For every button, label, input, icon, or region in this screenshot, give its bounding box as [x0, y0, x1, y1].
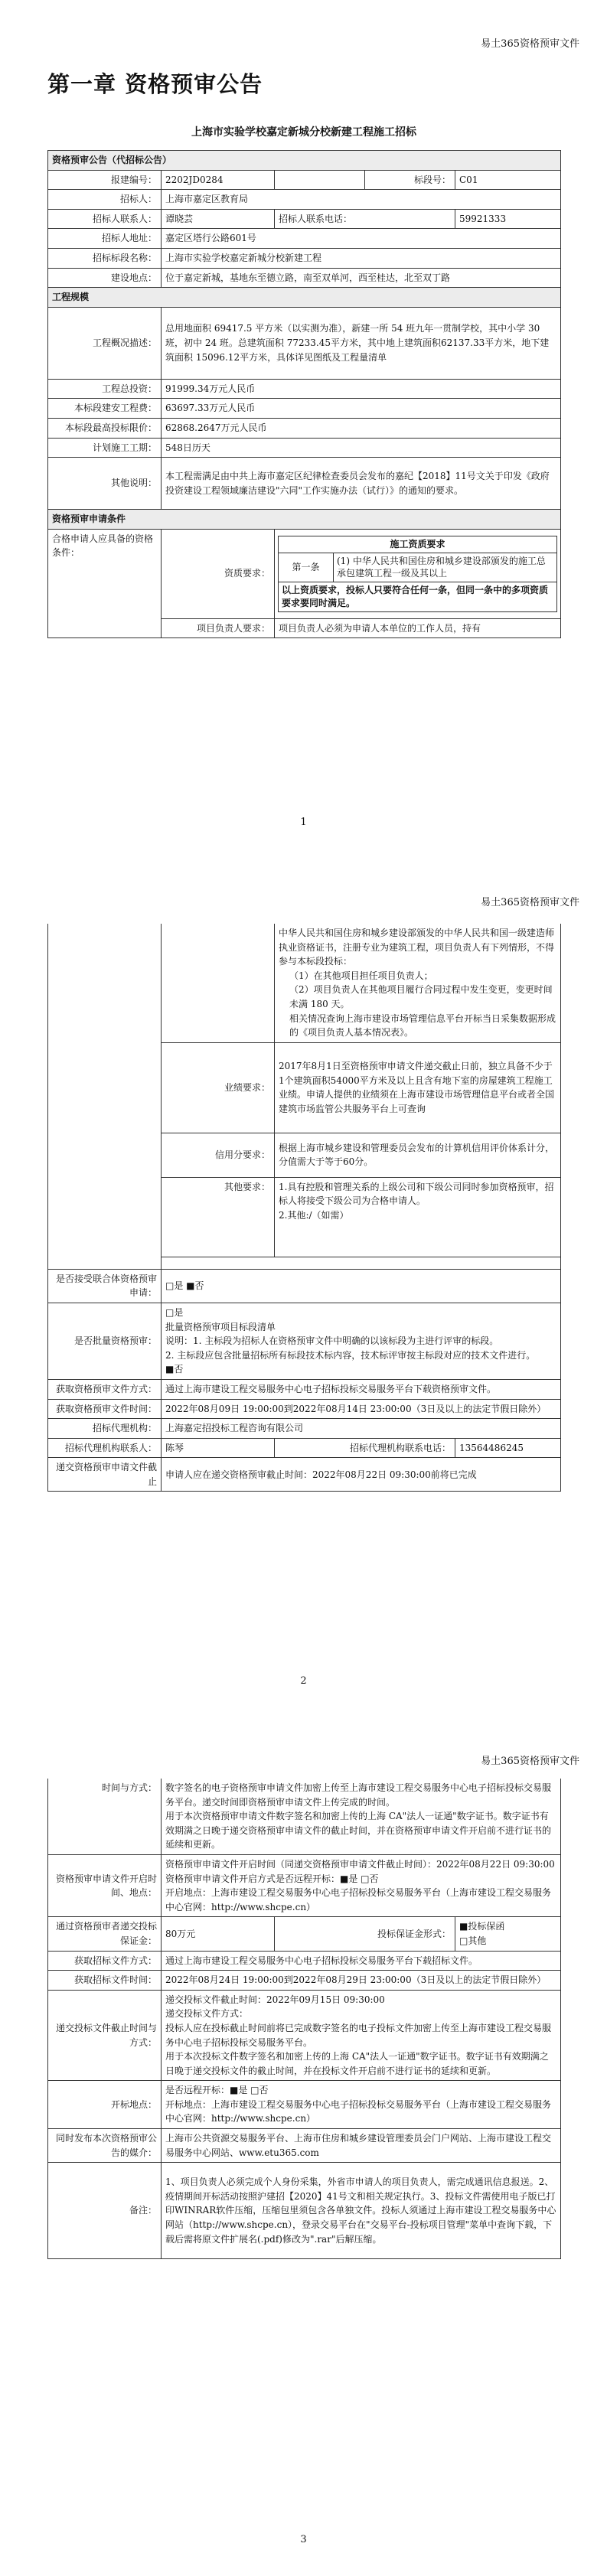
- value-bid-bond-form-guarantee: ■投标保函: [459, 1921, 505, 1932]
- value-bid-opening-remote: 是否远程开标：■是 □否: [165, 2085, 269, 2096]
- value-performance: 2017年8月1日至资格预审申请文件递交截止日前，独立具备不少于1个建筑面积54000平方米及以上且含有地下室的房屋建筑工程施工业绩。申请人提供的业绩须在上海市建设市场管理信息平台或者全国建筑市场监管公共服务平台上可查询: [275, 1042, 561, 1133]
- label-tender-doc-time: 获取招标文件时间：: [48, 1971, 162, 1991]
- value-lot: C01: [455, 170, 561, 190]
- value-agency-contact: 陈琴: [162, 1438, 275, 1458]
- label-total-investment: 工程总投资：: [48, 379, 162, 399]
- label-bid-bond-form: 投标保证金形式：: [275, 1917, 455, 1951]
- qualification-article-text: (1) 中华人民共和国住房和城乡建设部颁发的施工总承包建筑工程一级及其以上: [334, 553, 557, 582]
- page-number-3: 3: [300, 2534, 307, 2545]
- batch-list-title: 批量资格预审项目标段清单: [165, 1321, 276, 1332]
- label-batch-prequal: 是否批量资格预审：: [48, 1303, 162, 1379]
- value-bid-deadline-method-title: 递交投标文件方式：: [165, 2008, 249, 2020]
- value-contact: 谭晓芸: [162, 209, 275, 229]
- value-bid-deadline-ca-note: 用于本次投标文件数字签名和加密上传的上海 CA"法人一证通"数字证书。数字证书有效期满之日晚于递交投标文件的截止时间，并在投标文件开启前不进行证书的延续和更新。: [165, 2051, 549, 2076]
- label-prequal-doc-time: 获取资格预审文件时间：: [48, 1399, 162, 1419]
- label-bid-opening-place: 开标地点：: [48, 2081, 162, 2129]
- value-consortium: □是 ■否: [162, 1269, 561, 1303]
- value-section-name: 上海市实验学校嘉定新城分校新建工程: [162, 248, 561, 268]
- label-contact: 招标人联系人：: [48, 209, 162, 229]
- page-3: [0, 1717, 607, 2576]
- section-header-announcement: 资格预审公告（代招标公告）: [48, 151, 561, 171]
- label-lot: 标段号：: [365, 170, 455, 190]
- running-header: 易土365资格预审文件: [481, 1756, 579, 1767]
- running-header: 易土365资格预审文件: [481, 897, 579, 908]
- label-prequal-doc-method: 获取资格预审文件方式：: [48, 1379, 162, 1399]
- schedule-table: [47, 1779, 561, 2259]
- qualification-subtable: [278, 536, 557, 612]
- label-section-name: 招标标段名称：: [48, 248, 162, 268]
- document-title: 上海市实验学校嘉定新城分校新建工程施工招标: [191, 126, 416, 139]
- label-period: 计划施工工期：: [48, 438, 162, 458]
- announcement-table: [47, 150, 561, 638]
- label-address: 招标人地址：: [48, 229, 162, 249]
- value-agency-phone: 13564486245: [455, 1438, 561, 1458]
- batch-option-no: ■否: [165, 1364, 184, 1375]
- value-submission-ca-note: 用于本次资格预审申请文件数字签名和加密上传的上海 CA"法人一证通"数字证书。数字证书有效期满之日晚于递交资格预审申请文件的截止时间，并在资格预审申请文件开启前不进行证书的延续和更新。: [165, 1811, 552, 1850]
- batch-option-yes: □是: [165, 1306, 184, 1318]
- value-ceiling-price: 62868.2647万元人民币: [162, 418, 561, 438]
- value-tender-doc-time: 2022年08月24日 19:00:00到2022年08月29日 23:00:00（3日及以上的法定节假日除外）: [162, 1971, 561, 1991]
- value-tenderer: 上海市嘉定区教育局: [162, 190, 561, 210]
- value-bid-investment: 63697.33万元人民币: [162, 399, 561, 419]
- value-remarks: 1、项目负责人必须完成个人身份采集，外省市申请人的项目负责人，需完成通讯信息报送。2、疫情期间开标活动按照沪建招【2020】41号文和相关规定执行。3、投标文件需使用电子版已打印WINRAR软件压缩，压缩包里须包含各单独文件。投标人须通过上海市建设工程交易服务中心网站（http://www.shcpe.cn），登录交易平台在"交易平台-投标项目管理"菜单中查询下载，下载后需将原文件扩展名(.pdf)修改为".rar"后解压缩。: [162, 2163, 561, 2259]
- value-project-manager-lead: 项目负责人必须为申请人本单位的工作人员，持有: [275, 618, 561, 638]
- label-site: 建设地点：: [48, 268, 162, 288]
- value-project-manager-query: 相关情况查询上海市建设市场管理信息平台开标当日采集数据形成的《项目负责人基本情况表》。: [289, 1012, 556, 1039]
- value-prequal-opening-remote: 资格预审申请文件开启方式是否远程开标：■是 □否: [165, 1873, 379, 1884]
- value-agency: 上海嘉定招投标工程咨询有限公司: [162, 1419, 561, 1439]
- value-reg-no: 2202JD0284: [162, 170, 275, 190]
- page-number-1: 1: [300, 817, 307, 828]
- label-tender-doc-method: 获取招标文件方式：: [48, 1951, 162, 1971]
- label-remarks: 备注：: [48, 2163, 162, 2259]
- qualification-article-no: 第一条: [279, 553, 334, 582]
- label-qualification: 合格申请人应具备的资格条件：: [48, 529, 162, 638]
- label-other-requirements: 其他要求：: [162, 1177, 275, 1257]
- value-prequal-opening-time: 资格预审申请文件开启时间（同递交资格预审申请文件截止时间）：2022年08月22日 09:30:00: [165, 1858, 555, 1870]
- label-agency-phone: 招标代理机构联系电话：: [275, 1438, 455, 1458]
- value-bid-deadline-method: 投标人应在投标截止时间前将已完成数字签名的电子投标文件加密上传至上海市建设工程交易服务中心电子招标投标交易服务平台。: [165, 2022, 552, 2048]
- value-other-requirement-1: 1.具有控股和管理关系的上级公司和下级公司同时参加资格预审，招标人将接受下级公司为合格申请人。: [279, 1181, 554, 1207]
- section-header-requirements: 资格预审申请条件: [48, 510, 561, 530]
- running-header: 易土365资格预审文件: [481, 38, 579, 50]
- value-prequal-doc-time: 2022年08月09日 19:00:00到2022年08月14日 23:00:00（3日及以上的法定节假日除外）: [162, 1399, 561, 1419]
- label-bid-investment: 本标段建安工程费：: [48, 399, 162, 419]
- value-bid-deadline-time: 递交投标文件截止时间：2022年09月15日 09:30:00: [165, 1994, 385, 2005]
- label-overview: 工程概况描述：: [48, 307, 162, 379]
- label-agency: 招标代理机构：: [48, 1419, 162, 1439]
- value-credit-score: 根据上海市城乡建设和管理委员会发布的计算机信用评价体系计分，分值需大于等于60分。: [275, 1133, 561, 1177]
- label-publication-media: 同时发布本次资格预审公告的媒介：: [48, 2129, 162, 2163]
- value-bid-bond: 80万元: [162, 1917, 275, 1951]
- label-tenderer: 招标人：: [48, 190, 162, 210]
- batch-note-1: 说明：1. 主标段为招标人在资格预审文件中明确的以该标段为主进行评审的标段。: [165, 1335, 499, 1347]
- label-bid-deadline: 递交投标文件截止时间与方式：: [48, 1990, 162, 2081]
- value-submission-method: 数字签名的电子资格预审申请文件加密上传至上海市建设工程交易服务中心电子招标投标交易服务平台。递交时间即资格预审申请文件上传完成的时间。: [165, 1782, 552, 1808]
- value-bid-opening-place: 开标地点：上海市建设工程交易服务中心电子招标投标交易服务平台（上海市建设工程交易服务中心官网：http://www.shcpe.cn）: [165, 2098, 552, 2124]
- chapter-title: 第一章 资格预审公告: [47, 71, 263, 97]
- value-phone: 59921333: [455, 209, 561, 229]
- label-project-manager: 项目负责人要求：: [162, 618, 275, 638]
- value-total-investment: 91999.34万元人民币: [162, 379, 561, 399]
- label-performance: 业绩要求：: [162, 1042, 275, 1133]
- label-reg-no: 报建编号：: [48, 170, 162, 190]
- value-project-manager-item-2: （2）项目负责人在其他项目履行合同过程中发生变更，变更时间未满 180 天。: [289, 984, 553, 1009]
- value-project-manager-continued: 中华人民共和国住房和城乡建设部颁发的中华人民共和国一级建造师执业资格证书，注册专业为建筑工程，项目负责人有下列情形，不得参与本标段投标：: [279, 928, 555, 967]
- value-publication-media: 上海市公共资源交易服务平台、上海市住房和城乡建设管理委员会门户网站、上海市建设工程交易服务中心网站、www.etu365.com: [162, 2129, 561, 2163]
- value-other-notes: 本工程需满足由中共上海市嘉定区纪律检查委员会发布的嘉纪【2018】11号文关于印发《政府投资建设工程领域廉洁建设"六同"工作实施办法（试行）》的通知的要求。: [162, 458, 561, 510]
- batch-note-2: 2. 主标段应包含批量招标所有标段技术标内容，技术标评审按主标段对应的技术文件进行。: [165, 1349, 536, 1361]
- page-number-2: 2: [300, 1675, 307, 1687]
- value-prequal-opening-place: 开启地点：上海市建设工程交易服务中心电子招标投标交易服务平台（上海市建设工程交易服务中心官网：http://www.shcpe.cn）: [165, 1887, 552, 1912]
- value-submission-deadline: 申请人应在递交资格预审截止时间：2022年08月22日 09:30:00前将已完成: [162, 1458, 561, 1492]
- label-credit-score: 信用分要求：: [162, 1133, 275, 1177]
- qualification-note: 以上资质要求，投标人只要符合任何一条，但同一条中的多项资质要求要同时满足。: [279, 582, 557, 612]
- value-prequal-doc-method: 通过上海市建设工程交易服务中心电子招标投标交易服务平台下载资格预审文件。: [162, 1379, 561, 1399]
- label-submission-deadline: 递交资格预审申请文件截止: [48, 1458, 162, 1492]
- label-consortium: 是否接受联合体资格预审申请：: [48, 1269, 162, 1303]
- label-enterprise-qualification: 资质要求：: [162, 529, 275, 618]
- label-bid-bond: 通过资格预审者递交投标保证金：: [48, 1917, 162, 1951]
- value-tender-doc-method: 通过上海市建设工程交易服务中心电子招标投标交易服务平台下载招标文件。: [162, 1951, 561, 1971]
- label-other-notes: 其他说明：: [48, 458, 162, 510]
- value-site: 位于嘉定新城，基地东至德立路，南至双单河，西至桂达，北至双丁路: [162, 268, 561, 288]
- value-address: 嘉定区塔行公路601号: [162, 229, 561, 249]
- qualification-subtable-title: 施工资质要求: [279, 536, 557, 553]
- value-overview: 总用地面积 69417.5 平方米（以实测为准），新建一所 54 班九年一贯制学校，其中小学 30 班，初中 24 班。总建筑面积 77233.45平方米，其中地上建筑面积62137.33平方米，地下建筑面积 15096.12平方米，具体详见图纸及工程量清单: [162, 307, 561, 379]
- value-other-requirement-2: 2.其他:/（如需）: [279, 1209, 349, 1221]
- page-1: [0, 0, 607, 859]
- section-header-scale: 工程规模: [48, 288, 561, 308]
- label-ceiling-price: 本标段最高投标限价：: [48, 418, 162, 438]
- label-submission-method: 时间与方式：: [48, 1779, 162, 1854]
- value-project-manager-item-1: （1）在其他项目担任项目负责人；: [289, 970, 433, 981]
- label-phone: 招标人联系电话：: [275, 209, 455, 229]
- label-prequal-opening: 资格预审申请文件开启时间、地点：: [48, 1854, 162, 1916]
- requirements-table: [47, 924, 561, 1492]
- value-bid-bond-form-other: □其他: [459, 1935, 487, 1946]
- value-period: 548日历天: [162, 438, 561, 458]
- page-2: [0, 859, 607, 1717]
- label-agency-contact: 招标代理机构联系人：: [48, 1438, 162, 1458]
